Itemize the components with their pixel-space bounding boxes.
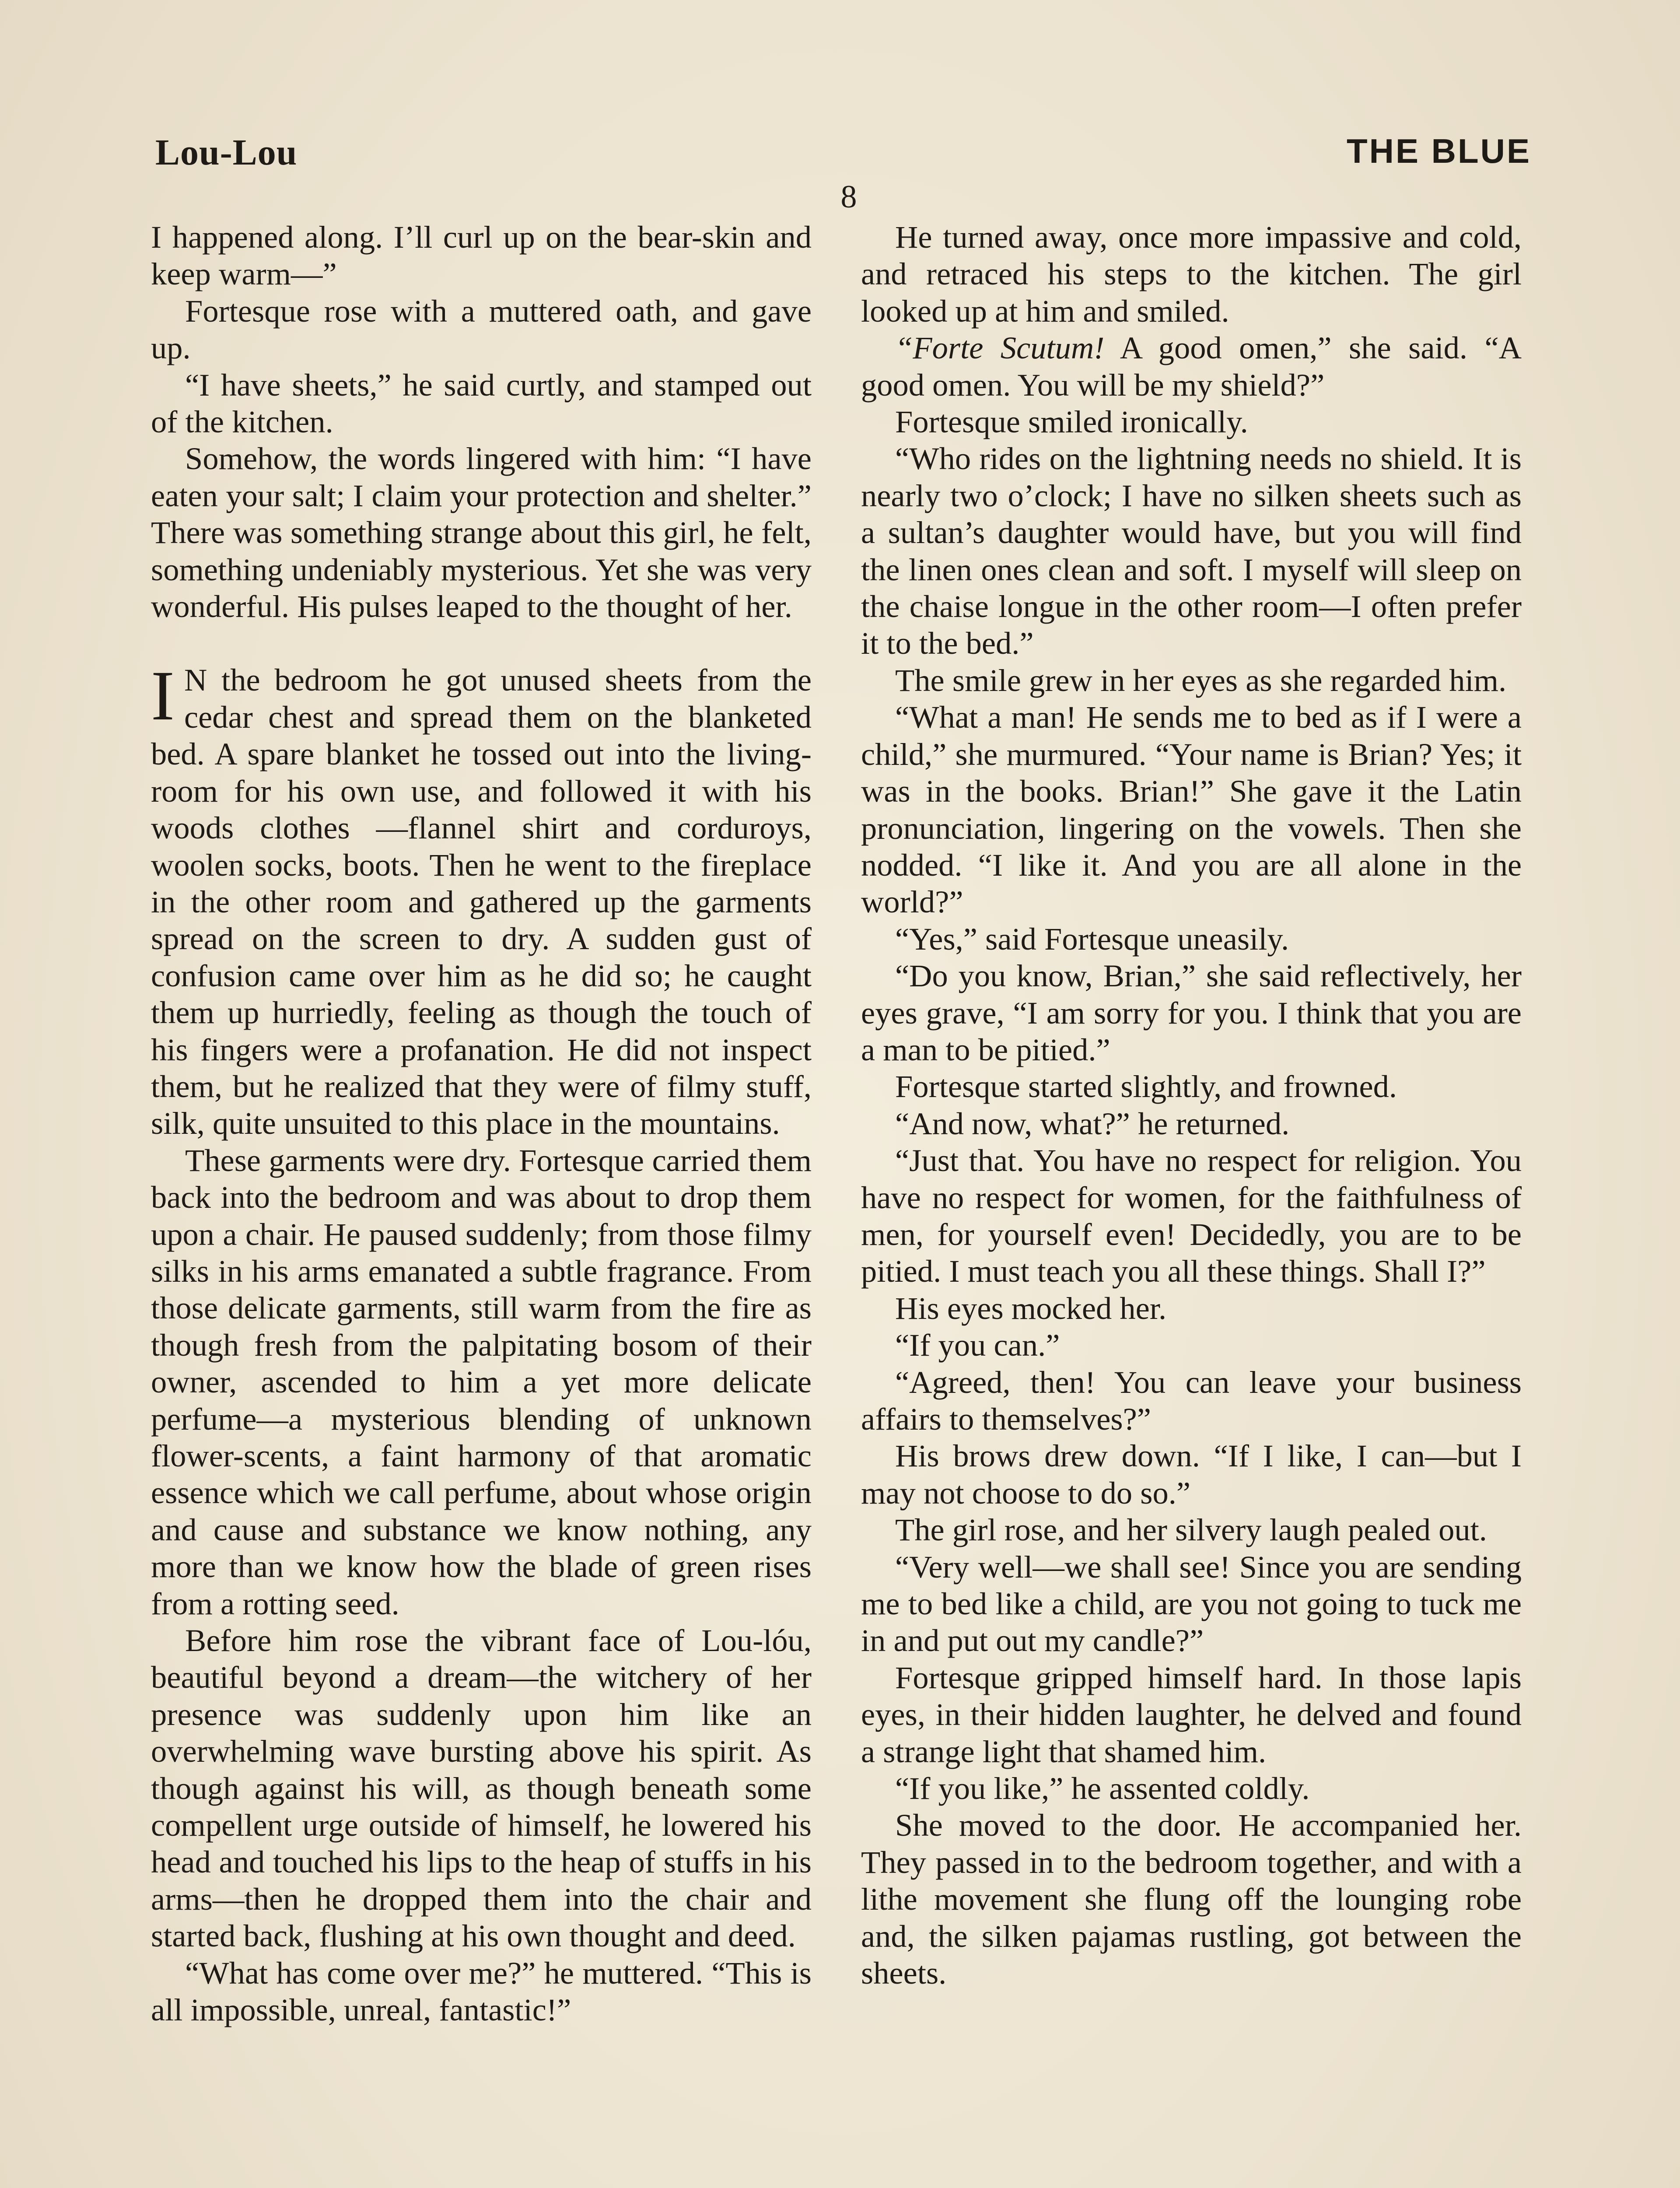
- paragraph: “And now, what?” he returned.: [895, 1105, 1290, 1141]
- paragraph: Fortesque rose with a muttered oath, and gave up.: [151, 293, 812, 366]
- paragraph: “Do you know, Brian,” she said reflectively, her eyes grave, “I am sorry for you. I think that you are a man to be pitied.”: [861, 958, 1522, 1067]
- paragraph-text: A good omen,” she said. “A good omen. You will be my shield?”: [861, 330, 1522, 403]
- paragraph: His eyes mocked her.: [895, 1290, 1167, 1326]
- paragraph: The smile grew in her eyes as she regarded him.: [895, 662, 1507, 698]
- paragraph: “What has come over me?” he muttered. “This is all impossible, unreal, fantastic!”: [151, 1955, 812, 2028]
- paragraph: Fortesque started slightly, and frowned.: [895, 1069, 1397, 1105]
- paragraph: “If you like,” he assented coldly.: [895, 1771, 1310, 1806]
- paragraph: The girl rose, and her silvery laugh pealed out.: [895, 1512, 1487, 1548]
- paragraph: “If you can.”: [895, 1327, 1060, 1363]
- paragraph: “Just that. You have no respect for religion. You have no respect for women, for the faithfulness of men, for yourself even! Decidedly, you are to be pitied. I must teach you all these things. Shall I?”: [861, 1143, 1522, 1289]
- paragraph: “Very well—we shall see! Since you are sending me to bed like a child, are you not going to tuck me in and put out my candle?”: [861, 1549, 1522, 1659]
- paragraph: Fortesque gripped himself hard. In those lapis eyes, in their hidden laughter, he delved and found a strange light that shamed him.: [861, 1659, 1522, 1769]
- story-title: Lou-Lou: [155, 132, 298, 173]
- paragraph: “Who rides on the lightning needs no shield. It is nearly two o’clock; I have no silken sheets such as a sultan’s daughter would have, but you will find the linen ones clean and soft. I myself will sleep on the chaise longue in the other room—I often prefer it to the bed.”: [861, 441, 1522, 661]
- paragraph: “Yes,” said Fortesque uneasily.: [895, 921, 1289, 957]
- magazine-title: THE BLUE: [1347, 132, 1531, 170]
- paragraph-text: N the bedroom he got unused sheets from the cedar chest and spread them on the blanketed bed. A spare blanket he tossed out into the living-room for his own use, and followed it with his woods clothes —flannel shirt and corduroys, woolen socks, boots. Then he went to the fireplace in the other room and gathered up the garments spread on the screen to dry. A sudden gust of confusion came over him as he did so; he caught them up hurriedly, feeling as though the touch of his fingers were a profanation. He did not inspect them, but he realized that they were of filmy stuff, silk, quite unsuited to this place in the mountains.: [151, 662, 812, 1141]
- paragraph: Before him rose the vibrant face of Lou-lóu, beautiful beyond a dream—the witchery of her presence was suddenly upon him like an overwhelming wave bursting above his spirit. As though against his will, as though beneath some compellent urge outside of himself, he lowered his head and touched his lips to the heap of stuffs in his arms—then he dropped them into the chair and started back, flushing at his own thought and deed.: [151, 1623, 812, 1954]
- paragraph: He turned away, once more impassive and cold, and retraced his steps to the kitchen. The girl looked up at him and smiled.: [861, 219, 1522, 329]
- running-head: [155, 131, 1531, 179]
- latin-phrase: “Forte Scutum!: [895, 330, 1105, 366]
- paragraph: I happened along. I’ll curl up on the bear-skin and keep warm—”: [151, 219, 812, 292]
- paragraph: She moved to the door. He accompanied her. They passed in to the bedroom together, and with a lithe movement she flung off the lounging robe and, the silken pajamas rustling, got between the sheets.: [861, 1807, 1522, 1991]
- drop-cap: I: [151, 657, 175, 736]
- paragraph: His brows drew down. “If I like, I can—but I may not choose to do so.”: [861, 1438, 1522, 1511]
- paragraph: [861, 330, 1522, 403]
- paragraph: “I have sheets,” he said curtly, and stamped out of the kitchen.: [151, 367, 812, 440]
- paragraph: “What a man! He sends me to bed as if I were a child,” she murmured. “Your name is Brian? Yes; it was in the books. Brian!” She gave it the Latin pronunciation, lingering on the vowels. Then she nodded. “I like it. And you are all alone in the world?”: [861, 699, 1522, 920]
- right-column: [861, 219, 1522, 1992]
- paragraph: “Agreed, then! You can leave your business affairs to themselves?”: [861, 1364, 1522, 1437]
- paragraph: Fortesque smiled ironically.: [895, 404, 1248, 440]
- paragraph: Somehow, the words lingered with him: “I have eaten your salt; I claim your protection and shelter.” There was something strange about this girl, he felt, something undeniably mysterious. Yet she was very wonderful. His pulses leaped to the thought of her.: [151, 441, 812, 624]
- page-number: 8: [840, 179, 857, 215]
- left-column: [151, 219, 812, 2029]
- dropcap-paragraph: [151, 657, 812, 1142]
- paragraph: These garments were dry. Fortesque carried them back into the bedroom and was about to drop them upon a chair. He paused suddenly; from those filmy silks in his arms emanated a subtle fragrance. From those delicate garments, still warm from the fire as though fresh from the palpitating bosom of their owner, ascended to him a yet more delicate perfume—a mysterious blending of unknown flower-scents, a faint harmony of that aromatic essence which we call perfume, about whose origin and cause and substance we know nothing, any more than we know how the blade of green rises from a rotting seed.: [151, 1142, 812, 1621]
